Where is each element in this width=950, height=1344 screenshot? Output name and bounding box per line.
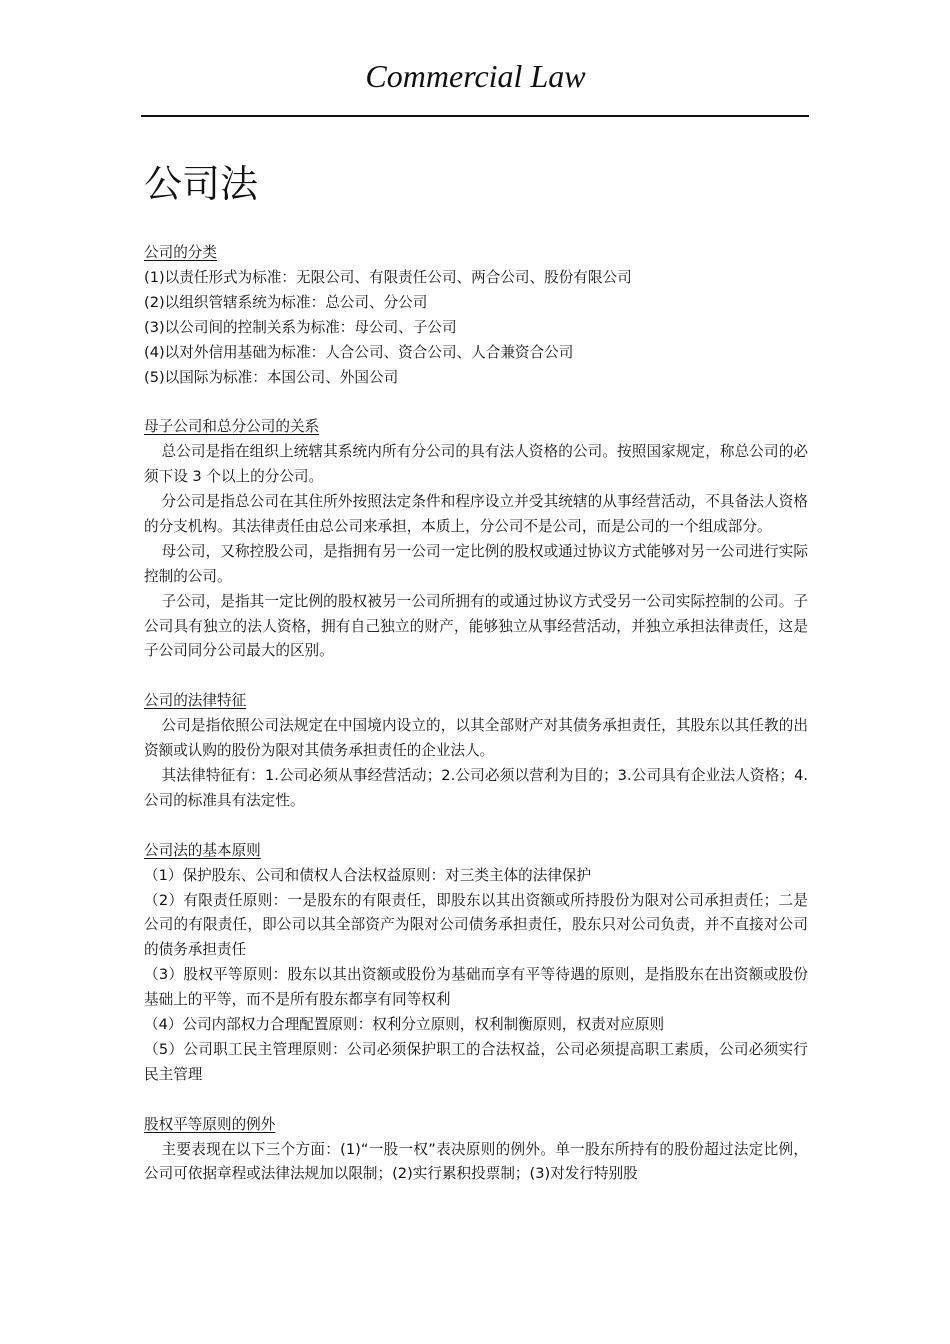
section-parent-subsidiary-relations <box>144 415 808 664</box>
page-title: 公司法 <box>144 162 259 206</box>
paragraph: 分公司是指总公司在其住所外按照法定条件和程序设立并受其统辖的从事经营活动，不具备法人资格的分支机构。其法律责任由总公司来承担，本质上，分公司不是公司，而是公司的一个组成部分。 <box>144 493 808 535</box>
running-header: Commercial Law <box>365 58 586 94</box>
paragraph: 公司是指依照公司法规定在中国境内设立的，以其全部财产对其债务承担责任，其股东以其任教的出资额或认购的股份为限对其债务承担责任的企业法人。 <box>144 717 808 760</box>
paragraph: 其法律特征有：1.公司必须从事经营活动；2.公司必须以营利为目的；3.公司具有企业法人资格；4.公司的标准具有法定性。 <box>144 767 808 809</box>
list-item: (2)以组织管辖系统为标准：总公司、分公司 <box>144 293 428 311</box>
list-item: （5）公司职工民主管理原则：公司必须保护职工的合法权益，公司必须提高职工素质，公司必须实行民主管理 <box>144 1040 808 1083</box>
section-basic-principles <box>144 839 808 1088</box>
list-item: （1）保护股东、公司和债权人合法权益原则：对三类主体的法律保护 <box>144 866 592 884</box>
section-heading: 公司的法律特征 <box>144 692 247 710</box>
list-item: (4)以对外信用基础为标准：人合公司、资合公司、人合兼资合公司 <box>144 343 574 361</box>
section-heading: 股权平等原则的例外 <box>144 1115 276 1133</box>
paragraph: 主要表现在以下三个方面：(1)“一股一权”表决原则的例外。单一股东所持有的股份超过法定比例，公司可依据章程或法律法规加以限制；(2)实行累积投票制；(3)对发行特别股 <box>144 1140 808 1183</box>
section-company-classification <box>144 241 808 390</box>
list-item: (3)以公司间的控制关系为标准：母公司、子公司 <box>144 318 457 336</box>
list-item: (5)以国际为标准：本国公司、外国公司 <box>144 368 399 386</box>
header-rule <box>141 115 809 117</box>
section-legal-characteristics <box>144 689 808 814</box>
section-heading: 公司的分类 <box>144 244 217 261</box>
list-item: （3）股权平等原则：股东以其出资额或股份为基础而享有平等待遇的原则，是指股东在出资额或股份基础上的平等，而不是所有股东都享有同等权利 <box>144 966 808 1009</box>
list-item: （4）公司内部权力合理配置原则：权利分立原则，权利制衡原则，权责对应原则 <box>144 1016 665 1034</box>
paragraph: 总公司是指在组织上统辖其系统内所有分公司的具有法人资格的公司。按照国家规定，称总公司的必须下设 3 个以上的分公司。 <box>144 443 808 486</box>
section-heading: 母子公司和总分公司的关系 <box>144 418 320 436</box>
list-item: （2）有限责任原则：一是股东的有限责任，即股东以其出资额或所持股份为限对公司承担责任；二是公司的有限责任，即公司以其全部资产为限对公司债务承担责任，股东只对公司负责，并不直接对公司的债务承担责任 <box>144 891 808 959</box>
section-equity-equality-exceptions <box>144 1113 808 1188</box>
document-body <box>144 241 808 1212</box>
section-heading: 公司法的基本原则 <box>144 841 261 859</box>
paragraph: 母公司，又称控股公司，是指拥有另一公司一定比例的股权或通过协议方式能够对另一公司进行实际控制的公司。 <box>144 542 808 585</box>
paragraph: 子公司，是指其一定比例的股权被另一公司所拥有的或通过协议方式受另一公司实际控制的公司。子公司具有独立的法人资格，拥有自己独立的财产，能够独立从事经营活动，并独立承担法律责任，这是子公司同分公司最大的区别。 <box>144 592 808 660</box>
list-item: (1)以责任形式为标准：无限公司、有限责任公司、两合公司、股份有限公司 <box>144 268 632 286</box>
